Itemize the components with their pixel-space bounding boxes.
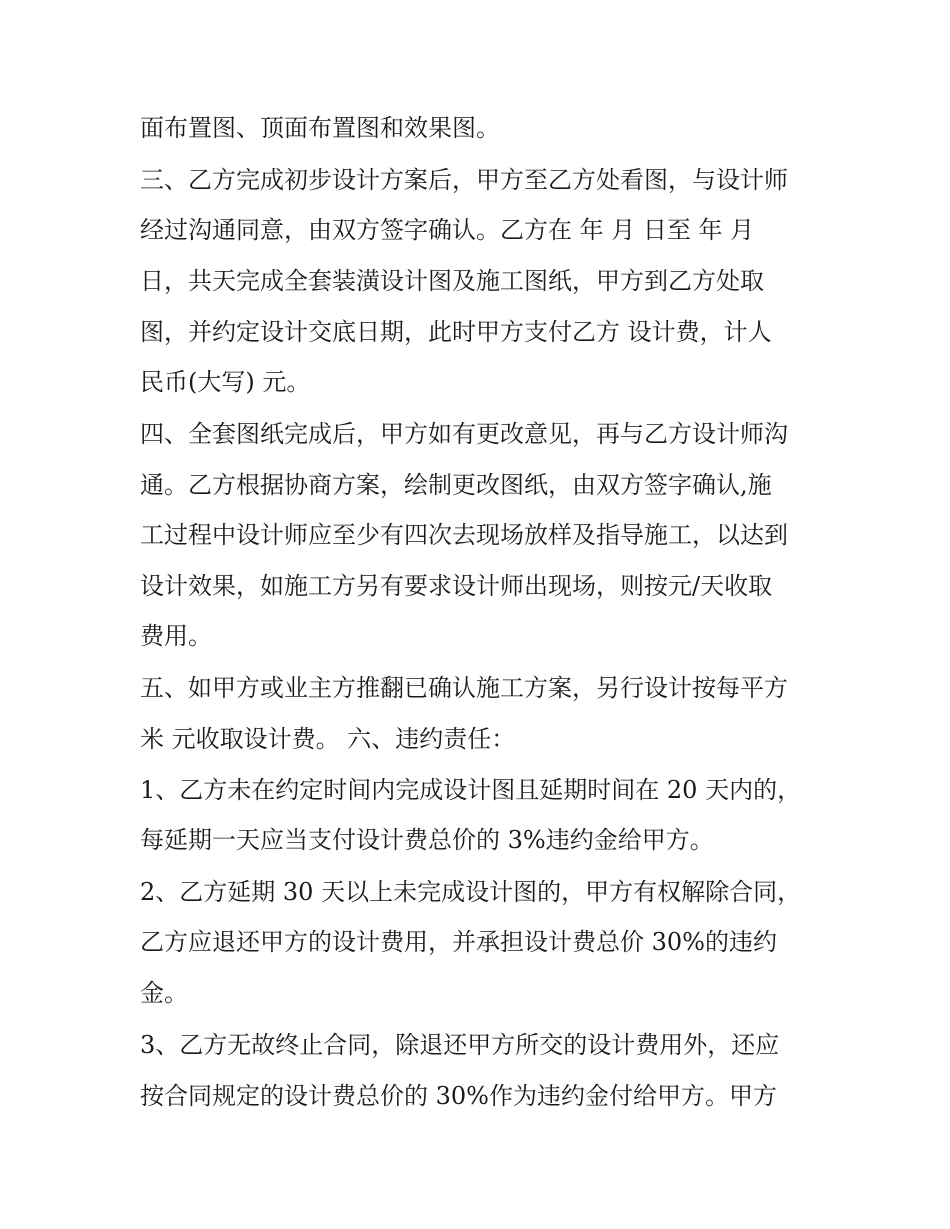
text-line: 2、乙方延期 30 天以上未完成设计图的，甲方有权解除合同， [140,878,802,906]
text-line: 日，共天完成全套装潢设计图及施工图纸，甲方到乙方处取 [140,267,764,295]
text-line: 每延期一天应当支付设计费总价的 3%违约金给甲方。 [140,826,714,854]
text-line: 金。 [140,979,188,1007]
text-line: 四、全套图纸完成后，甲方如有更改意见，再与乙方设计师沟 [140,420,788,448]
text-line: 三、乙方完成初步设计方案后，甲方至乙方处看图，与设计师 [140,166,788,194]
text-line: 米 元收取设计费。 六、违约责任： [140,725,516,753]
text-line: 工过程中设计师应至少有四次去现场放样及指导施工，以达到 [140,521,788,549]
text-line: 3、乙方无故终止合同，除退还甲方所交的设计费用外，还应 [140,1031,780,1059]
text-line: 费用。 [140,622,212,650]
text-line: 图，并约定设计交底日期，此时甲方支付乙方 设计费，计人 [140,318,772,346]
text-line: 民币(大写) 元。 [140,368,311,396]
text-line: 经过沟通同意，由双方签字确认。乙方在 年 月 日至 年 月 [140,216,755,244]
text-line: 通。乙方根据协商方案，绘制更改图纸，由双方签字确认,施 [140,471,772,499]
text-line: 五、如甲方或业主方推翻已确认施工方案，另行设计按每平方 [140,674,788,702]
text-line: 按合同规定的设计费总价的 30%作为违约金付给甲方。甲方 [140,1082,777,1110]
text-line: 设计效果，如施工方另有要求设计师出现场，则按元/天收取 [140,572,773,600]
text-line: 面布置图、顶面布置图和效果图。 [140,114,500,142]
text-line: 乙方应退还甲方的设计费用，并承担设计费总价 30%的违约 [140,928,777,956]
text-line: 1、乙方未在约定时间内完成设计图且延期时间在 20 天内的， [140,776,802,804]
